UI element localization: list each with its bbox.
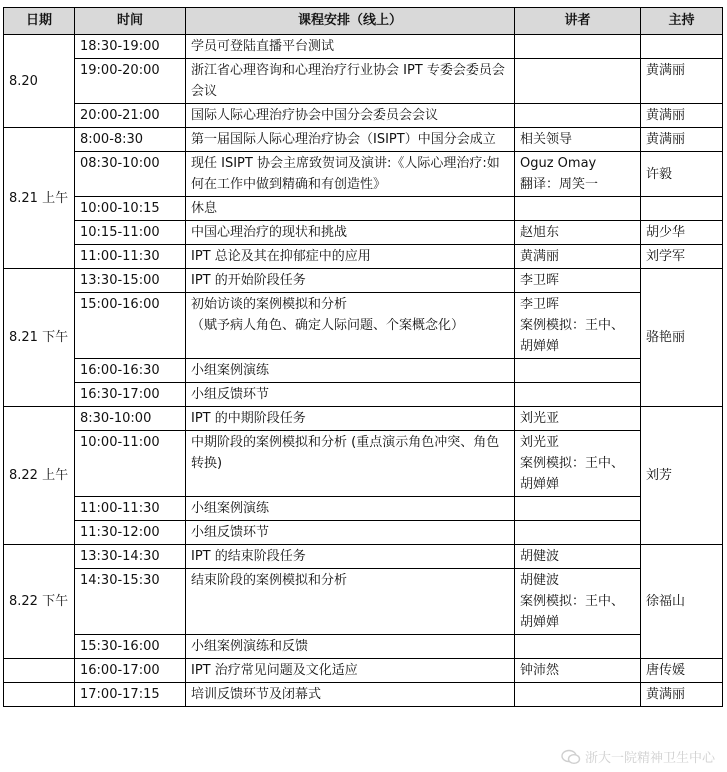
time-cell: 11:00-11:30: [75, 245, 186, 269]
content-cell: IPT 的中期阶段任务: [186, 407, 515, 431]
speaker-case: 案例模拟：王中、胡婵婵: [520, 594, 625, 630]
date-cell: 8.22 上午: [4, 407, 75, 545]
time-cell: 17:00-17:15: [75, 683, 186, 707]
table-row: [4, 293, 723, 359]
speaker-cell: [515, 569, 641, 635]
host-cell: 黄满丽: [641, 104, 723, 128]
content-cell: 中国心理治疗的现状和挑战: [186, 221, 515, 245]
speaker-cell: [515, 197, 641, 221]
speaker-name: Oguz Omay: [520, 156, 597, 171]
content-cell: 中期阶段的案例模拟和分析 (重点演示角色冲突、角色转换): [186, 431, 515, 497]
speaker-cell: 胡健波: [515, 545, 641, 569]
speaker-cell: [515, 59, 641, 104]
content-cell: 小组案例演练: [186, 359, 515, 383]
date-cell: 8.20: [4, 35, 75, 128]
content-cell: 小组反馈环节: [186, 521, 515, 545]
speaker-name: 胡健波: [520, 573, 560, 588]
schedule-table: [3, 7, 723, 707]
content-cell: 学员可登陆直播平台测试: [186, 35, 515, 59]
content-line: （赋予病人角色、确定人际问题、个案概念化）: [191, 318, 465, 333]
speaker-cell: [515, 293, 641, 359]
table-row: [4, 383, 723, 407]
table-row: [4, 104, 723, 128]
time-cell: 10:15-11:00: [75, 221, 186, 245]
speaker-cell: [515, 359, 641, 383]
speaker-cell: [515, 521, 641, 545]
content-cell: 第一届国际人际心理治疗协会（ISIPT）中国分会成立: [186, 128, 515, 152]
content-cell: 小组案例演练: [186, 497, 515, 521]
date-cell: 8.21 下午: [4, 269, 75, 407]
time-cell: 13:30-14:30: [75, 545, 186, 569]
table-row: [4, 545, 723, 569]
content-cell: IPT 治疗常见问题及文化适应: [186, 659, 515, 683]
time-cell: 14:30-15:30: [75, 569, 186, 635]
time-cell: 20:00-21:00: [75, 104, 186, 128]
host-cell: 刘芳: [641, 407, 723, 545]
header-time: 时间: [75, 8, 186, 35]
time-cell: 16:30-17:00: [75, 383, 186, 407]
speaker-cell: 李卫晖: [515, 269, 641, 293]
content-cell: IPT 总论及其在抑郁症中的应用: [186, 245, 515, 269]
content-cell: 小组案例演练和反馈: [186, 635, 515, 659]
table-row: [4, 128, 723, 152]
content-cell: 培训反馈环节及闭幕式: [186, 683, 515, 707]
table-row: [4, 683, 723, 707]
host-cell: 骆艳丽: [641, 269, 723, 407]
table-row: [4, 659, 723, 683]
table-row: [4, 407, 723, 431]
time-cell: 11:30-12:00: [75, 521, 186, 545]
speaker-cell: [515, 35, 641, 59]
speaker-cell: [515, 635, 641, 659]
time-cell: 15:00-16:00: [75, 293, 186, 359]
table-row: [4, 431, 723, 497]
speaker-cell: 赵旭东: [515, 221, 641, 245]
header-row: [4, 8, 723, 35]
watermark: [561, 747, 715, 766]
date-cell: [4, 683, 75, 707]
header-date: 日期: [4, 8, 75, 35]
table-row: [4, 59, 723, 104]
time-cell: 11:00-11:30: [75, 497, 186, 521]
time-cell: 8:30-10:00: [75, 407, 186, 431]
table-row: [4, 569, 723, 635]
content-cell: 现任 ISIPT 协会主席致贺词及演讲:《人际心理治疗:如何在工作中做到精确和有创造性》: [186, 152, 515, 197]
time-cell: 15:30-16:00: [75, 635, 186, 659]
speaker-cell: 刘光亚: [515, 407, 641, 431]
content-cell: 休息: [186, 197, 515, 221]
content-cell: 浙江省心理咨询和心理治疗行业协会 IPT 专委会委员会会议: [186, 59, 515, 104]
table-row: [4, 359, 723, 383]
time-cell: 08:30-10:00: [75, 152, 186, 197]
table-row: [4, 221, 723, 245]
date-cell: [4, 659, 75, 683]
table-row: [4, 152, 723, 197]
host-cell: [641, 35, 723, 59]
time-cell: 13:30-15:00: [75, 269, 186, 293]
speaker-cell: 钟沛然: [515, 659, 641, 683]
host-cell: [641, 197, 723, 221]
speaker-cell: 黄满丽: [515, 245, 641, 269]
content-line: 初始访谈的案例模拟和分析: [191, 297, 348, 312]
table-row: [4, 269, 723, 293]
speaker-name: 刘光亚: [520, 435, 560, 450]
speaker-cell: 相关领导: [515, 128, 641, 152]
content-cell: [186, 293, 515, 359]
content-cell: 国际人际心理治疗协会中国分会委员会会议: [186, 104, 515, 128]
header-speaker: 讲者: [515, 8, 641, 35]
table-row: [4, 635, 723, 659]
time-cell: 8:00-8:30: [75, 128, 186, 152]
host-cell: 胡少华: [641, 221, 723, 245]
speaker-cell: [515, 383, 641, 407]
table-row: [4, 197, 723, 221]
time-cell: 18:30-19:00: [75, 35, 186, 59]
speaker-name: 李卫晖: [520, 297, 560, 312]
table-row: [4, 497, 723, 521]
host-cell: 徐福山: [641, 545, 723, 659]
date-cell: 8.22 下午: [4, 545, 75, 659]
content-cell: 结束阶段的案例模拟和分析: [186, 569, 515, 635]
content-cell: IPT 的开始阶段任务: [186, 269, 515, 293]
header-host: 主持: [641, 8, 723, 35]
host-cell: 许毅: [641, 152, 723, 197]
content-cell: IPT 的结束阶段任务: [186, 545, 515, 569]
date-cell: 8.21 上午: [4, 128, 75, 269]
content-cell: 小组反馈环节: [186, 383, 515, 407]
speaker-translator: 翻译：周笑一: [520, 177, 599, 192]
speaker-case: 案例模拟：王中、胡婵婵: [520, 456, 625, 492]
speaker-case: 案例模拟：王中、胡婵婵: [520, 318, 625, 354]
wechat-icon: [561, 749, 581, 765]
host-cell: 黄满丽: [641, 128, 723, 152]
host-cell: 唐传媛: [641, 659, 723, 683]
host-cell: 黄满丽: [641, 683, 723, 707]
header-content: 课程安排（线上）: [186, 8, 515, 35]
host-cell: 刘学军: [641, 245, 723, 269]
time-cell: 16:00-16:30: [75, 359, 186, 383]
speaker-cell: [515, 104, 641, 128]
watermark-text: 浙大一院精神卫生中心: [584, 751, 715, 766]
speaker-cell: [515, 497, 641, 521]
host-cell: 黄满丽: [641, 59, 723, 104]
table-row: [4, 35, 723, 59]
time-cell: 10:00-10:15: [75, 197, 186, 221]
time-cell: 10:00-11:00: [75, 431, 186, 497]
time-cell: 16:00-17:00: [75, 659, 186, 683]
speaker-cell: [515, 152, 641, 197]
table-row: [4, 245, 723, 269]
speaker-cell: [515, 683, 641, 707]
speaker-cell: [515, 431, 641, 497]
table-row: [4, 521, 723, 545]
time-cell: 19:00-20:00: [75, 59, 186, 104]
